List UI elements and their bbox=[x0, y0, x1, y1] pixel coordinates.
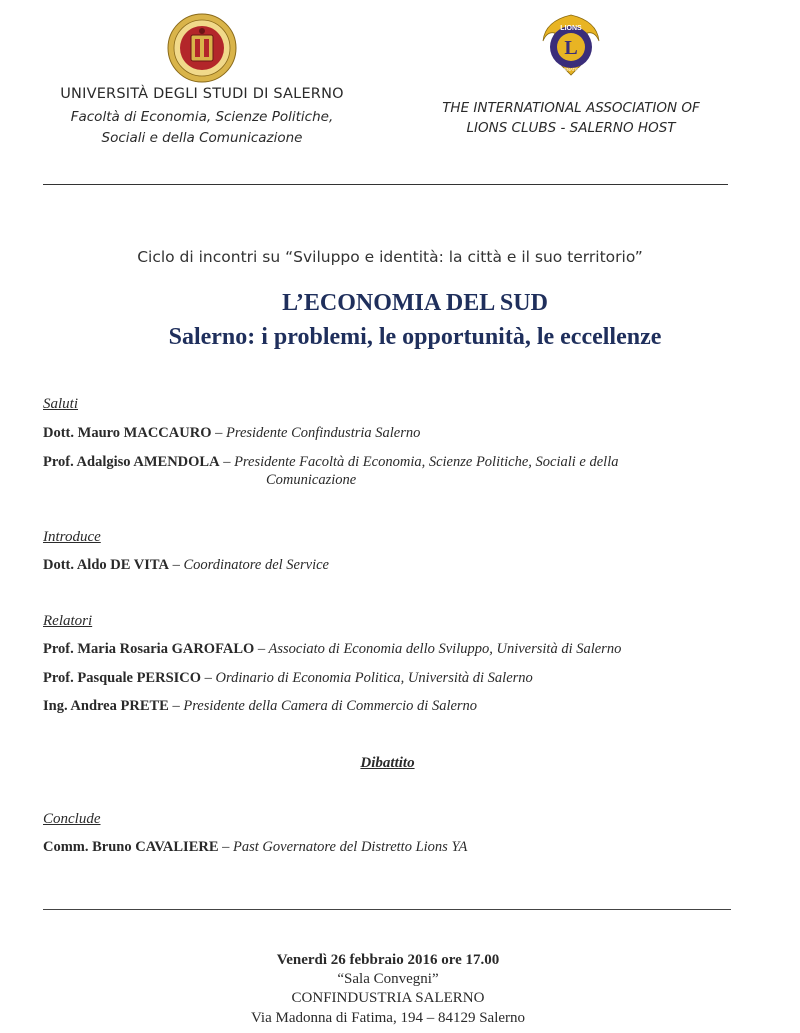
lions-association-name bbox=[412, 98, 730, 138]
event-cycle: Ciclo di incontri su “Sviluppo e identità: la città e il suo territorio” bbox=[137, 248, 643, 266]
date-time-text: Venerdì 26 febbraio 2016 ore 17.00 bbox=[276, 952, 500, 968]
lions-line-1: THE INTERNATIONAL ASSOCIATION OF bbox=[442, 100, 700, 116]
event-address: Via Madonna di Fatima, 194 – 84129 Salerno bbox=[250, 1010, 526, 1026]
section-relatori-label: Relatori bbox=[43, 613, 93, 629]
event-date-time bbox=[0, 952, 776, 969]
speaker-role-continuation: Comunicazione bbox=[266, 472, 357, 488]
speaker-name: Prof. Maria Rosaria GAROFALO bbox=[43, 641, 255, 657]
speaker-name: Dott. Mauro MACCAURO bbox=[43, 425, 212, 441]
faculty-line-1: Facoltà di Economia, Scienze Politiche, bbox=[70, 109, 334, 125]
lions-club-logo bbox=[537, 11, 605, 81]
faculty-name bbox=[40, 107, 364, 149]
event-organization: CONFINDUSTRIA SALERNO bbox=[291, 990, 485, 1006]
event-subtitle: Salerno: i problemi, le opportunità, le eccellenze bbox=[168, 324, 662, 350]
dibattito-heading: Dibattito bbox=[360, 755, 415, 771]
speaker-name: Comm. Bruno CAVALIERE bbox=[43, 839, 219, 855]
faculty-line-2: Sociali e della Comunicazione bbox=[101, 130, 303, 146]
speaker-name: Prof. Pasquale PERSICO bbox=[43, 670, 202, 686]
speaker-name: Dott. Aldo DE VITA bbox=[43, 557, 169, 573]
speaker-line bbox=[43, 641, 621, 658]
speaker-role: – Associato di Economia dello Sviluppo, Università di Salerno bbox=[254, 641, 622, 657]
lions-logo-letter: L bbox=[564, 37, 578, 59]
section-introduce-label: Introduce bbox=[43, 529, 101, 545]
speaker-line bbox=[43, 698, 477, 715]
speaker-role: – Presidente Facoltà di Economia, Scienze Politiche, Sociali e della bbox=[219, 454, 619, 470]
footer-divider bbox=[43, 909, 731, 910]
speaker-role: – Presidente della Camera di Commercio di Salerno bbox=[168, 698, 478, 714]
lions-logo-sub: INTERNATIONAL bbox=[554, 67, 588, 72]
speaker-line bbox=[43, 425, 420, 442]
section-conclude-label: Conclude bbox=[43, 811, 101, 827]
speaker-role: – Past Governatore del Distretto Lions YA bbox=[218, 839, 468, 855]
university-name: UNIVERSITÀ DEGLI STUDI DI SALERNO bbox=[60, 86, 344, 102]
speaker-role: – Presidente Confindustria Salerno bbox=[211, 425, 421, 441]
university-seal-logo bbox=[167, 13, 237, 83]
speaker-role: – Ordinario di Economia Politica, Università di Salerno bbox=[201, 670, 533, 686]
speaker-line bbox=[43, 839, 467, 856]
lions-line-2: LIONS CLUBS - SALERNO HOST bbox=[466, 120, 676, 136]
speaker-name: Prof. Adalgiso AMENDOLA bbox=[43, 454, 220, 470]
speaker-role: – Coordinatore del Service bbox=[168, 557, 329, 573]
speaker-line bbox=[43, 454, 619, 471]
speaker-name: Ing. Andrea PRETE bbox=[43, 698, 169, 714]
event-title: L’ECONOMIA DEL SUD bbox=[282, 290, 548, 316]
header-divider bbox=[43, 184, 728, 185]
lions-logo-word: LIONS bbox=[560, 25, 582, 32]
event-venue: “Sala Convegni” bbox=[337, 971, 439, 987]
section-saluti-label: Saluti bbox=[43, 396, 79, 412]
speaker-line bbox=[43, 557, 329, 574]
speaker-line bbox=[43, 670, 533, 687]
